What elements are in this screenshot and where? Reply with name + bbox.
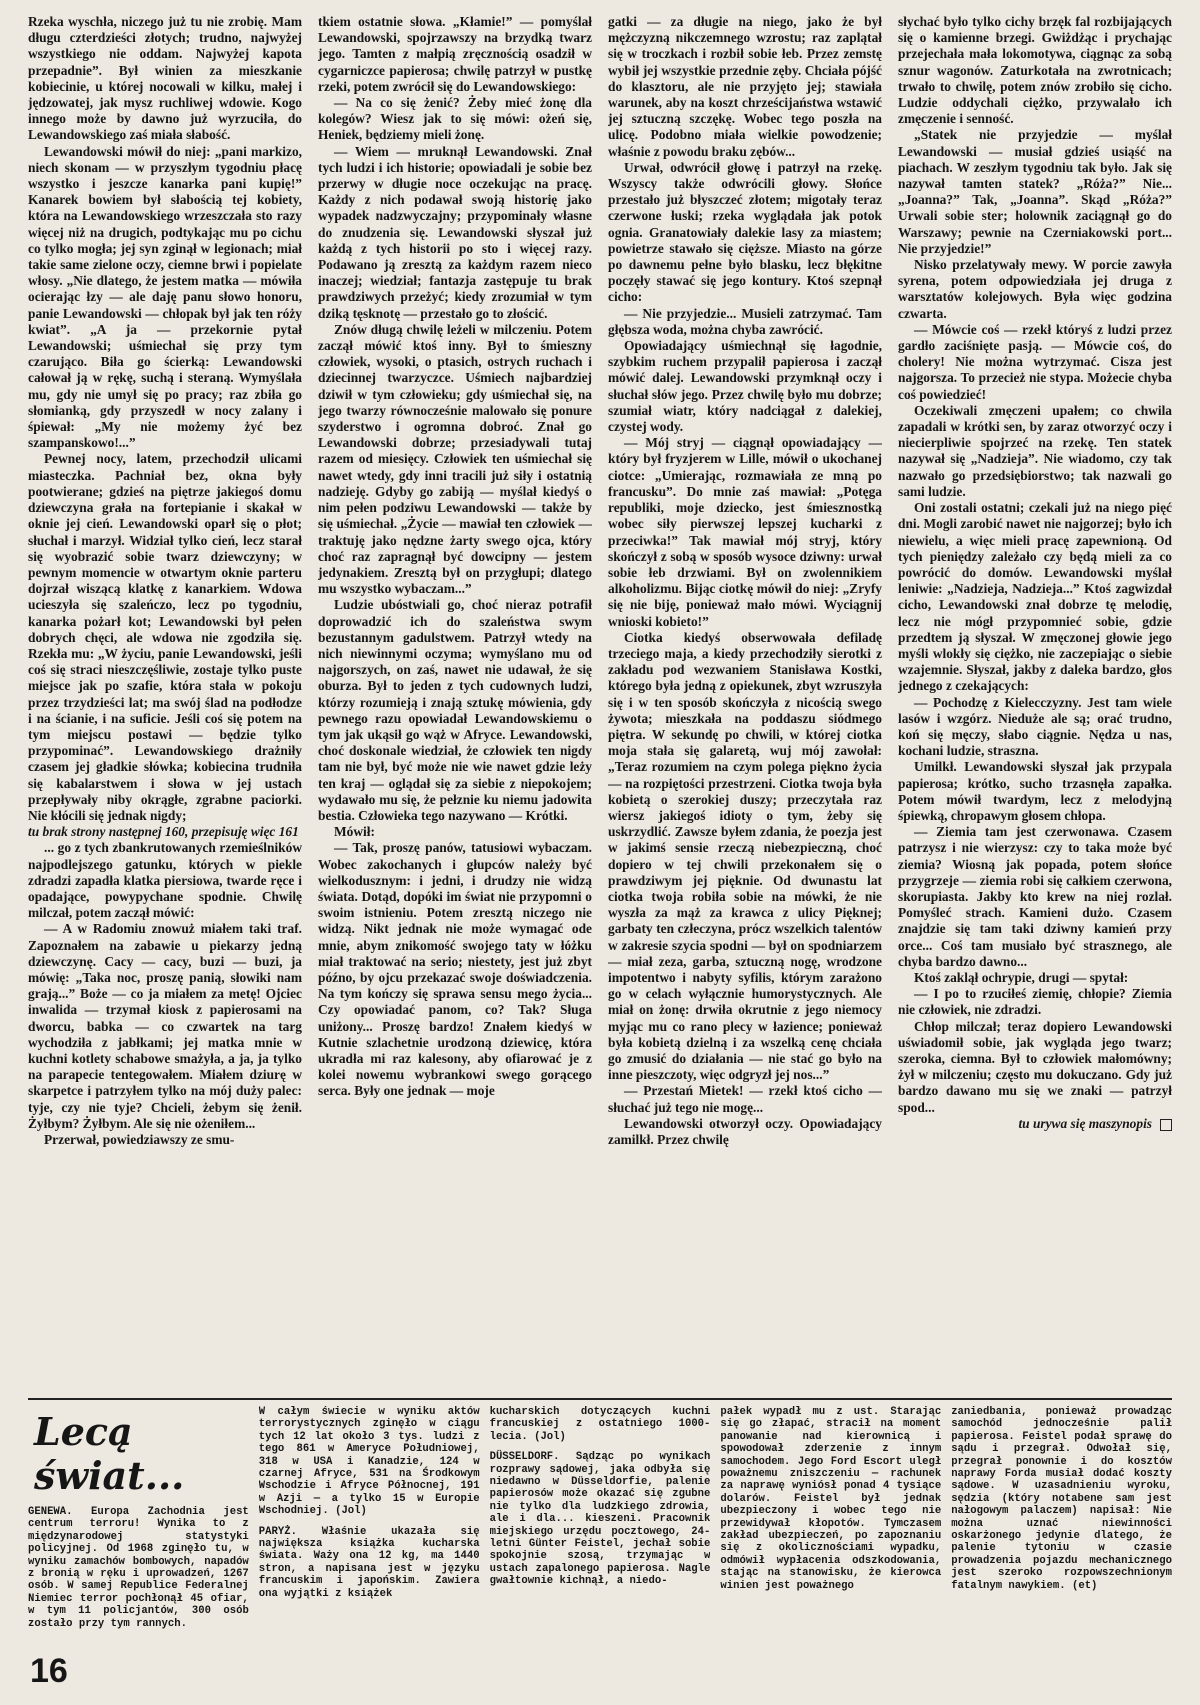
- paragraph: Przerwał, powiedziawszy ze smu-: [44, 1132, 235, 1148]
- paragraph: — Mój stryj — ciągnął opowiadający — który był fryzjerem w Lille, mówił o ukochanej ciotce: „Umierając, rozmawiała ze mną po francusku”. Do mnie zaś mawiał: „Potęga republiki, moje dziecko, jest śmiesznostką wobec siły pierwszej lepszej kucharki z przeciwka!” Tak mawiał mój stryj, który skończył z sobą w sposób wysoce dziwny: urwał sobie łeb drzwiami. Był on zwolennikiem alkoholizmu. Bijąc ciotkę mówił do niej: „Zryfy się nie biję, ponieważ mało mówi. Wyciągnij wnioski kobieto!”: [608, 435, 882, 629]
- paragraph: Umilkł. Lewandowski słyszał jak przypala papierosa; krótko, sucho trzasnęła zapałka. Potem mówił twardym, lecz z melodyjną śpiewką, chropawym głosem chłopa.: [898, 759, 1172, 823]
- paragraph: Opowiadający uśmiechnął się łagodnie, szybkim ruchem przypalił papierosa i zaczął mówić dalej. Lewandowski przymknął oczy i słuchał słów jego. Przez chwilę było mu dobrze; szumiał wiatr, który nadciągał z dalekiej, czystej wody.: [608, 338, 882, 435]
- news-item-geneva: GENEWA. Europa Zachodnia jest centrum terroru! Wynika to z międzynarodowej statystyki policyjnej. Od 1968 zginęło tu, w wyniku zamachów bombowych, napadów z bronią w ręku i uprowadzeń, 1267 osób. W samej Republice Federalnej Niemiec terror pochłonął 45 ofiar, w tym 11 policjantów, 300 osób zostało przy tym rannych.: [28, 1506, 249, 1630]
- paragraph: ... go z tych zbankrutowanych rzemieślników najpodlejszego gatunku, których w piekle zdradzi zapadła klatka piersiowa, twarde ręce i opadające, powypychane spodnie. Chwilę milczał, potem zaczął mówić:: [28, 840, 302, 921]
- paragraph: — Tak, proszę panów, tatusiowi wybaczam. Wobec zakochanych i głupców należy być wielkodusznym: i jedni, i drudzy nie widzą świata. Dotąd, dopóki im świat nie przypomni o swoim istnieniu. Potem zresztą niczego nie widzą. Nikt jednak nie może wymagać ode mnie, abym znikomość swojego taty w łóżku miał traktować na serio; niestety, jest już zbyt późno, by ojcu przekazać swoje doświadczenia. Na tym kończy się sprawa sensu mego życia... Czy opowiadać panom, co? Tak? Sługa uniżony... Proszę bardzo! Znałem kiedyś w Kutnie szlachetnie urodzoną dziewicę, która ukradła mi raz kalesony, aby ofiarować je z kolei nowemu wybrankowi swego gorącego serca. Były one jednak — moje: [318, 840, 592, 1099]
- story-column-1: [28, 14, 302, 1392]
- news-item-dusseldorf-end: zaniedbania, ponieważ prowadząc samochód jednocześnie palił papierosa. Feistel podał sprawę do sądu i przegrał. Odwołał się, przegrał ponownie i do kosztów naprawy Forda musiał dodać koszty sądowe. W uzasadnieniu wyroku, sędzia (który notabene sam jest nałogowym palaczem) napisał: Nie można uznać niewinności oskarżonego jedynie dlatego, że palenie tytoniu w czasie prowadzenia pojazdu mechanicznego jest szeroko rozpowszechnionym fatalnym nawykiem. (et): [951, 1406, 1172, 1592]
- news-item-paris-cont: kucharskich dotyczących kuchni francuskiej z ostatniego 1000-lecia. (Jol): [489, 1406, 711, 1443]
- news-masthead: Lecą świat...: [34, 1409, 185, 1498]
- news-column-4: [720, 1406, 941, 1656]
- paragraph: Ktoś zaklął ochrypie, drugi — spytał:: [914, 969, 1129, 985]
- section-divider: [28, 1398, 1172, 1400]
- story-columns: [28, 14, 1172, 1392]
- editor-note: tu brak strony następnej 160, przepisuję więc 161: [28, 824, 299, 840]
- paragraph: — Ziemia tam jest czerwonawa. Czasem patrzysz i nie wierzysz: czy to taka może być ziemia? Wiosną jak popada, potem słońce przygrzeje — ziemia robi się całkiem czerwona, skorupiasta. Jakby kto krew na niej rozlał. Pomyśleć strach. Kamieni dużo. Czasem znajdzie się tam taki dziwny kamień przy orce... Coś tam musiało być strasznego, ale chyba bardzo dawno...: [898, 824, 1172, 969]
- paragraph: tkiem ostatnie słowa. „Kłamie!” — pomyślał Lewandowski, spojrzawszy na brzydką twarz jego. Tamten z małpią zręcznością osadził w cygarniczce papierosa; chwilę patrzył w pustkę rzeki, potem zwrócił się do Lewandowskiego:: [318, 14, 592, 94]
- paragraph: Pewnej nocy, latem, przechodził ulicami miasteczka. Pachniał bez, okna były pootwierane; gdzieś na piętrze jakiegoś domu dziewczyna grała na fortepianie i skakał w oknie jej cień. Lewandowski oparł się o płot; słuchał i marzył. Widział tylko cień, lecz starał się wyobrazić sobie twarz dziewczyny; w pewnym momencie w otwartym oknie parteru dojrzał wiszącą klatkę z kanarkiem. Wdowa ucieszyła się szaleńczo, lecz po tygodniu, kanarka pożarł kot; Lewandowski był pełen dobrych chęci, ale wdowa nie zgodziła się. Rzekła mu: „W życiu, panie Lewandowski, jeśli coś się straci nieszczęśliwie, zostaje tylko puste miejsce jak po szafie, która stała w pokoju przez trzydzieści lat; ma swój ślad na podłodze i na ścianie, i na suficie. Jeśli coś się potem na tym miejscu postawi — będzie tylko przypominać”. Lewandowskiego drażniły czasem jej gładkie słówka; kobiecina trudniła się kabalarstwem i słowa w jej ustach przepływały niby okrągłe, zgrabne paciorki. Nie kłócili się jednak nigdy;: [28, 451, 302, 823]
- paragraph: — A w Radomiu znowuż miałem taki traf. Zapoznałem na zabawie u piekarzy jedną dziewczynę. Cacy — cacy, buzi — buzi, ja mówię: „Taka noc, proszę panią, słowiki nam grają...” Boże — co ja miałem za metę! Ojciec inwalida — trzymał kiosk z papierosami na dworcu, babka — co czwartek na targ wychodziła z jabłkami; jej matka mnie w kuchni kotlety schabowe smażyła, a ja, ja tylko na parapecie tentegowałem. Miałem dziurę w skarpetce i patrzyłem tylko na mój duży palec: tyje, czy nie tyje? Chcieli, żebym się żenił. Żyłbym? Żyłbym. Ale się nie ożeniłem...: [28, 921, 302, 1131]
- paragraph: Rzeka wyschła, niczego już tu nie zrobię. Mam długu czterdzieści złotych; trudno, najwyżej wszystkiego nie oddam. Najwyżej kapota przepadnie”. Był winien za mieszkanie kobiecinie, u której nocowali w kilku, małej i jędzowatej, jak mysz ruchliwej wdowie. Kogo innego może by dawno już wyrzuciła, do Lewandowskiego zaś miała słabość.: [28, 14, 302, 143]
- page-number: 16: [30, 1652, 68, 1690]
- paragraph: Ludzie ubóstwiali go, choć nieraz potrafił doprowadzić ich do szaleństwa swym bezustannym gadulstwem. Patrzył wtedy na nich niewinnymi oczyma; wymyślano mu od najgorszych, on zaś, nawet nie udawał, że się oburza. Był to jeden z tych cudownych ludzi, którzy rozumieją i znają sztukę mówienia, gdy pewnego razu opowiadał Lewandowskiemu o tym jak ukąsił go wąż w Afryce. Lewandowski, choć doskonale wiedział, że człowiek ten nigdy tam nie był, być może nie wie nawet gdzie leży ten kraj — oglądał się za siebie z niepokojem; wydawało mu się, że pełznie ku niemu jadowita bestia. Człowieka tego nazywano — Krótki.: [318, 597, 592, 823]
- news-item-dusseldorf-cont: pałek wypadł mu z ust. Starając się go złapać, stracił na moment panowanie nad kierownicą i spowodował zderzenie z innym samochodem. Jego Ford Escort uległ poważnemu zniszczeniu — rachunek za naprawę wyniósł ponad 4 tysiące dolarów. Feistel był jednak ubezpieczony i wobec tego nie przewidywał kłopotów. Tymczasem zakład ubezpieczeń, po zapoznaniu się z okolicznościami wypadku, odmówił wypłacenia odszkodowania, stając na stanowisku, że kierowca winien jest poważnego: [720, 1406, 942, 1592]
- paragraph: Ciotka kiedyś obserwowała defiladę trzeciego maja, a kiedy przechodziły sierotki z zakładu pod wezwaniem Stanisława Kostki, którego była jedną z opiekunek, zbyt wzruszyła się i w ten sposób skończyła z nicością swego żywota; mieszkała na poddaszu siódmego piętra. W sekundę po chwili, w której ciotka moja stała się galaretą, wuj mój zawołał: „Teraz rozumiem na czym polega piękno życia — na rozpiętości przestrzeni. Ciotka twoja była kobietą o szerokiej duszy; przeczytała raz wiersz jakiegoś idioty o tym, żeby się uskrzydlić. Zawsze byłem zdania, że poezja jest w jakimś sensie rzeczą niebezpieczną, choć dopiero w tej chwili przekonałem się o prawdziwym jej pięknie. Od dwunastu lat ciotka twoja robiła sobie na mówki, że nie wyszła za mąż za krawca z ulicy Pięknej; garbaty ten człeczyna, prócz wszelkich talentów w zakresie szycia spodni — był on spodniarzem — miał zeza, garba, sztuczną nogę, wrodzone impotentwo i nabyty syfilis, którym zarażono go w celach wyłącznie humorystycznych. Ale miał on żonę: drwiła okrutnie z jego niemocy myjąc mu co rano plecy w łazience; ponieważ była kobietą dzielną i za wszelką cenę chciała go zmusić do działania — nie stać go było na inne pieszczoty, więc odgryzł jej nos...”: [608, 629, 882, 1083]
- news-column-1: [28, 1406, 249, 1656]
- news-item-terror-world: W całym świecie w wyniku aktów terrorystycznych zginęło w ciągu tych 12 lat około 3 tys. ludzi z tego 861 w Ameryce Południowej, 318 w USA i Kanadzie, 124 w czarnej Afryce, 531 na Środkowym Wschodzie i Afryce Północnej, 191 w Azji — a tylko 15 w Europie Wschodniej. (Jol): [258, 1406, 480, 1518]
- paragraph: — Pochodzę z Kielecczyzny. Jest tam wiele lasów i wzgórz. Nieduże ale są; orać trudno, koń się męczy, słabo ciągnie. Nędza u nas, kochani ludzie, straszna.: [898, 694, 1172, 759]
- paragraph: Mówił:: [334, 824, 375, 840]
- magazine-page: [28, 0, 1172, 1705]
- news-item-dusseldorf: DÜSSELDORF. Sądząc po wynikach rozprawy sądowej, jaka odbyła się niedawno w Düsseldorfie, palenie papierosów może okazać się zgubne nie tylko dla ludzkiego zdrowia, ale i dla... kieszeni. Pracownik miejskiego urzędu pocztowego, 24-letni Günter Feistel, jechał sobie spokojnie szosą, trzymając w ustach zapalonego papierosa. Nagle gwałtownie kichnął, a niedo-: [489, 1451, 711, 1588]
- news-section: [28, 1406, 1172, 1656]
- story-column-3: [608, 14, 882, 1392]
- news-column-3: [490, 1406, 711, 1656]
- paragraph: — I po to rzuciłeś ziemię, chłopie? Ziemia nie człowiek, nie zdradzi.: [898, 986, 1172, 1018]
- news-item-paris: PARYŻ. Właśnie ukazała się największa książka kucharska świata. Waży ona 12 kg, ma 1440 stron, a napisana jest w języku francuskim i japońskim. Zawiera ona wyjątki z książek: [258, 1525, 480, 1600]
- story-column-4: [898, 14, 1172, 1392]
- paragraph: Lewandowski otworzył oczy. Opowiadający zamilkł. Przez chwilę: [608, 1115, 882, 1148]
- paragraph: — Nie przyjedzie... Musieli zatrzymać. Tam głębsza woda, można chyba zawrócić.: [608, 305, 882, 337]
- news-column-5: [951, 1406, 1172, 1656]
- paragraph: — Mówcie coś — rzekł któryś z ludzi przez gardło zaciśnięte pasją. — Mówcie coś, do cholery! Nie można wytrzymać. Cisza jest najgorsza. To przecież nie stypa. Możecie chyba coś powiedzieć!: [898, 321, 1172, 402]
- paragraph: — Wiem — mruknął Lewandowski. Znał tych ludzi i ich historie; opowiadali je sobie bez przerwy w długie noce oczekując na pracę. Każdy z nich podawał swoją historię jako wypadek nadzwyczajny; przypominały własne do znudzenia się. Lewandowski słyszał już każdą z tych historii po sto i więcej razy. Podawano ją zresztą za każdym razem nieco inaczej; wiedział; fantazja zastępuje tu brak prawdziwych przeżyć; kiedy zrozumiał w tym dziką tęsknotę — przestało go to złościć.: [318, 143, 592, 321]
- end-note: [898, 1116, 1172, 1132]
- news-column-2: [259, 1406, 480, 1656]
- paragraph: Znów długą chwilę leżeli w milczeniu. Potem zaczął mówić ktoś inny. Był to śmieszny człowiek, wysoki, o ptasich, ostrych ruchach i dziecinnej twarzyczce. Uśmiech najbardziej dziwił w tym człowieku; gdy uśmiechał się, na jego twarzy równocześnie malowało się ponure szyderstwo i ogromna dobroć. Znał go Lewandowski dobrze; przesiadywali tutaj razem od miesięcy. Człowiek ten uśmiechał się nawet wtedy, gdy inni tracili już siły i ostatnią nadzieję. Gdyby go zabiją — myślał kiedyś o nim pełen podziwu Lewandowski — także by się uśmiechał. „Życie — mawiał ten człowiek — traktuję jako nędzne żarty swego ojca, który choć raz zapragnął być dowcipny — jestem jedynakiem. Zresztą był on przygłupi; dlatego mu wszystko wybaczam...”: [318, 321, 592, 597]
- paragraph: „Statek nie przyjedzie — myślał Lewandowski — musiał gdzieś usiąść na piachach. W zeszłym tygodniu tak było. Jak się nazywał tamten statek? „Róża?” Nie... „Joanna?” Tak, „Joanna”. Skąd „Róża?” Urwali sobie ster; holownik zaciągnął go do Warszawy; pewnie na Czerniakowski port... Nie przyjedzie!”: [898, 127, 1172, 256]
- paragraph: Oni zostali ostatni; czekali już na niego pięć dni. Mogli zarobić nawet nie najgorzej; było ich niewielu, a więc mieli pracę zapewnioną. Od tych pieniędzy zależało czy będą mieli za co powrócić do domów. Lewandowski myślał leniwie: „Nadzieja, Nadzieja...” Ktoś zagwizdał cicho, Lewandowski znał dobrze tę melodię, lecz nie mógł przypomnieć sobie, gdzie przedtem ją słyszał. W zmęczonej głowie jego myśli wlokły się ciężko, nie zaczepiając o siebie wzajemnie. Słyszał, jakby z daleka bardzo, głos jednego z czekających:: [898, 500, 1172, 694]
- story-column-2: [318, 14, 592, 1392]
- paragraph: — Przestań Mietek! — rzekł ktoś cicho — słuchać już tego nie mogę...: [608, 1083, 882, 1115]
- paragraph: Chłop milczał; teraz dopiero Lewandowski uświadomił sobie, jak wygląda jego twarz; szeroka, ciemna. Był to człowiek małomówny; żył w milczeniu; często mu dokuczano. Gdy już bardzo dawano mu się we znaki — patrzył spod...: [898, 1018, 1172, 1115]
- end-note-text: tu urywa się maszynopis: [1018, 1115, 1152, 1131]
- paragraph: Nisko przelatywały mewy. W porcie zawyła syrena, potem odpowiedziała jej druga z warsztatów kolejowych. Była więc godzina czwarta.: [898, 257, 1172, 321]
- paragraph: — Na co się żenić? Żeby mieć żonę dla kolegów? Wiesz jak to się mówi: ożeń się, Heniek, będziemy mieli żonę.: [318, 95, 592, 143]
- paragraph: Urwał, odwrócił głowę i patrzył na rzekę. Wszyscy także odwrócili głowy. Słońce przestało już błyszczeć złotem; migotały teraz czerwone łuski; rzeka wyglądała jak potok ognia. Granatowiały dalekie lasy za miastem; powietrze stawało się cięższe. Miasto na górze po dawnemu pełne było blasku, lecz błękitne poczęły stawać się jego kontury. Ktoś szepnął cicho:: [608, 159, 882, 305]
- paragraph: słychać było tylko cichy brzęk fal rozbijających się o kamienne brzegi. Gwiżdżąc i prychając przejechała mała lokomotywa, ciągnąc za sobą sznur wagonów. Zaturkotała na zwrotnicach; trwało to chwilę, potem znów zrobiło się cicho. Ludzie oddychali ciężko, przywalało ich zmęczenie i senność.: [898, 14, 1172, 127]
- paragraph: gatki — za długie na niego, jako że był mężczyzną nikczemnego wzrostu; raz zaplątał się w troczkach i rozbił sobie łeb. Przez zemstę wybił jej wszystkie przednie zęby. Chciała pójść do klasztoru, ale nie przyjęto jej; stawiała warunek, aby na koszt chrześcijaństwa wstawić jej sztuczną szczękę. Wobec tego poszła na ulicę. Podobno miała wielkie powodzenie; właśnie z powodu braku zębów...: [608, 14, 882, 159]
- end-mark-square: [1160, 1119, 1172, 1131]
- paragraph: Oczekiwali zmęczeni upałem; co chwila zapadali w krótki sen, by zaraz otworzyć oczy i niecierpliwie spojrzeć na rzekę. Ten statek nazywał się „Nadzieja”. Nie wiadomo, czy tak nazwało go przedsiębiorstwo; tak nazwali go sami ludzie.: [898, 402, 1172, 499]
- paragraph: Lewandowski mówił do niej: „pani markizo, niech skonam — w przyszłym tygodniu płacę wszystko i jeszcze kanarka pani kupię!” Kanarek bowiem był słabością tej kobiety, która na Lewandowskiego wrzeszczała sto razy więcej niż na drugich, podtykając mu po cichu co tylko mogła; jej syn zginął w legionach; miał takie same zielone oczy, ciemne brwi i popielate włosy. „Nie dlatego, że jestem matka — mówiła ocierając łzy — ale daję panu słowo honoru, panie Lewandowski — chłopak był jak ten róży kwiat”. „A ja — przekornie pytał Lewandowski; uśmiechał się przy tym czarująco. Biła go ścierką: Lewandowski całował ją w rękę, suchą i steraną. Wymyślała mu, gdy nie umył się po pracy; raz zbiła go słomianką, gdy przyszedł w nocy zalany i śpiewał: „My nie możemy żyć bez szampanskowo!...”: [28, 143, 302, 451]
